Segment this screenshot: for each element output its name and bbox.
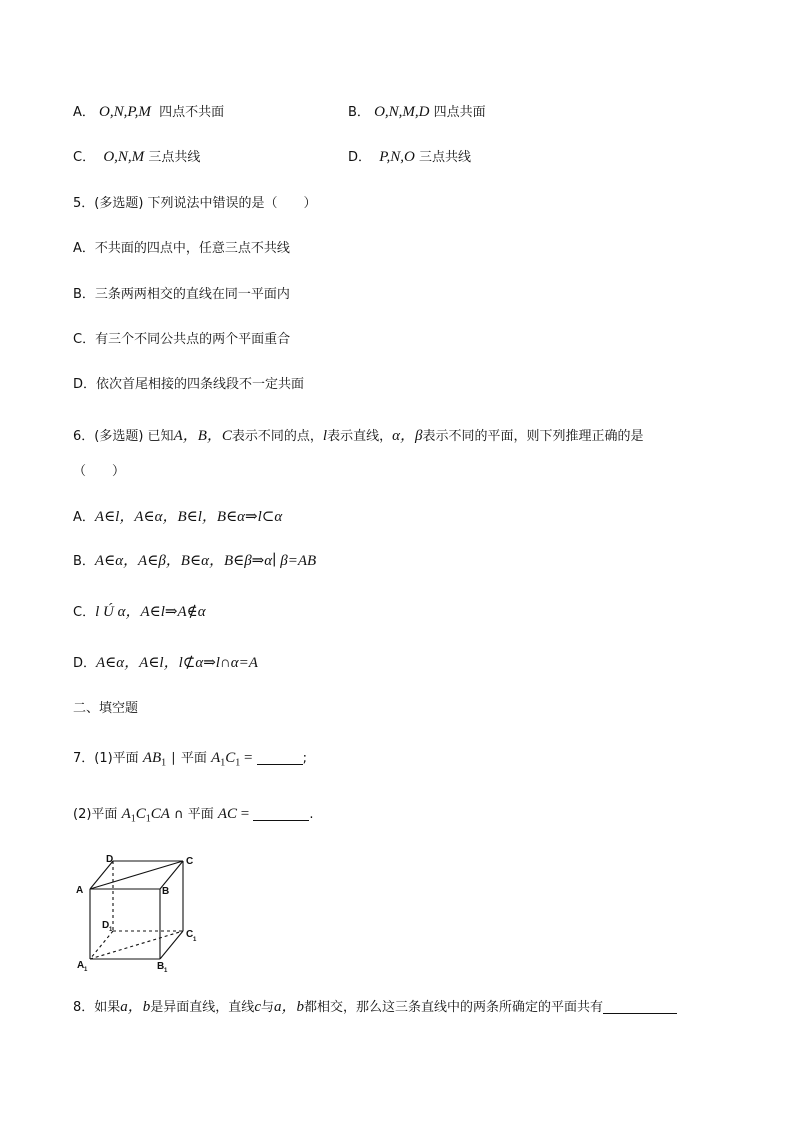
math-expression: O,N,M	[103, 149, 145, 165]
subscript: 1	[220, 757, 226, 769]
q5-option-c: C．有三个不同公共点的两个平面重合	[73, 332, 291, 347]
separator: ∣ 平面	[170, 751, 207, 766]
option-label: A．	[73, 510, 95, 525]
part-prefix: (2)平面	[73, 807, 118, 822]
q6-option-b	[73, 549, 316, 570]
cube-edges	[90, 861, 183, 959]
option-text: 四点不共面	[159, 105, 225, 120]
q6-option-d	[73, 651, 258, 672]
math-line: l	[322, 428, 328, 444]
math-expression: O,N,M,D	[374, 104, 430, 120]
option-label: C．	[73, 150, 96, 165]
option-text: 四点共面	[433, 105, 486, 120]
stem-text: 都相交，那么这三条直线中的两条所确定的平面共有	[304, 1000, 604, 1015]
label-a1-sub: 1	[84, 967, 88, 973]
option-label: B．	[348, 105, 370, 120]
q5-option-d: D．依次首尾相接的四条线段不一定共面	[73, 377, 305, 392]
option-text: 三点共线	[148, 150, 201, 165]
option-label: A．	[73, 105, 95, 120]
stem-prefix: 6．(多选题) 已知	[73, 429, 174, 444]
cube-figure	[73, 852, 213, 974]
end-punct: .	[309, 807, 314, 822]
option-label: C．	[73, 605, 96, 620]
label-a: A	[76, 885, 84, 896]
stem-text: 表示不同的点，	[231, 429, 323, 444]
label-c1-sub: 1	[193, 937, 197, 943]
label-b: B	[162, 886, 170, 897]
stem-prefix: 8．如果	[73, 1000, 121, 1015]
q4-option-d	[348, 146, 471, 166]
math-expression: P,N,O	[379, 149, 415, 165]
plane-name: C	[225, 750, 236, 766]
label-a1: A	[77, 960, 85, 971]
q5-option-a: A．不共面的四点中，任意三点不共线	[73, 241, 290, 256]
q7-part1	[73, 747, 307, 769]
math-expression: A∈α，A∈l，l⊄α⇒l∩α=A	[96, 655, 258, 671]
equals: =	[237, 806, 250, 822]
option-label: B．	[73, 554, 95, 569]
answer-blank[interactable]	[257, 750, 303, 765]
label-b1-sub: 1	[164, 968, 168, 974]
option-label: D．	[73, 656, 97, 671]
plane-name: C	[135, 806, 146, 822]
subscript: 1	[161, 757, 167, 769]
q6-stem	[73, 424, 643, 445]
stem-text: 是异面直线，直线	[150, 1000, 255, 1015]
math-expression: A∈α，A∈β，B∈α，B∈β⇒α∣ β=AB	[94, 553, 317, 569]
plane-name: A	[121, 806, 131, 822]
separator: ∩ 平面	[174, 807, 214, 822]
q8-stem	[73, 995, 677, 1016]
q5-option-b: B．三条两两相交的直线在同一平面内	[73, 287, 290, 302]
math-lines: a，b	[120, 999, 151, 1015]
plane-name: AB	[142, 750, 162, 766]
q6-stem-paren: （ ）	[73, 464, 126, 479]
label-d: D	[106, 854, 114, 865]
label-c1: C	[186, 929, 194, 940]
q6-option-c	[73, 600, 206, 621]
answer-blank[interactable]	[603, 999, 677, 1014]
q4-option-b	[348, 101, 486, 121]
math-expression: A∈l，A∈α，B∈l，B∈α⇒l⊂α	[94, 509, 283, 525]
q4-option-a	[73, 101, 224, 121]
option-label: D．	[348, 150, 372, 165]
label-d1: D	[102, 920, 110, 931]
q6-option-a	[73, 505, 282, 526]
stem-text: 表示不同的平面，则下列推理正确的是	[422, 429, 644, 444]
option-text: 三点共线	[419, 150, 472, 165]
math-expression: O,N,P,M	[99, 104, 151, 120]
section-title: 二、填空题	[73, 701, 139, 716]
equals: =	[240, 750, 253, 766]
plane-name: CA	[150, 806, 170, 822]
math-points: A，B，C	[173, 428, 232, 444]
part-prefix: 7．(1)平面	[73, 751, 139, 766]
label-b1: B	[157, 961, 165, 972]
answer-blank[interactable]	[253, 806, 309, 821]
math-lines: a，b	[274, 999, 305, 1015]
label-c: C	[186, 856, 194, 867]
plane-name: A	[211, 750, 221, 766]
stem-text: 与	[260, 1000, 274, 1015]
subscript: 1	[235, 757, 241, 769]
math-expression: l Ú α，A∈l⇒A∉α	[95, 604, 206, 620]
q7-part2	[73, 803, 314, 825]
label-d1-sub: 1	[109, 927, 113, 933]
stem-text: 表示直线，	[327, 429, 393, 444]
q5-stem: 5．(多选题) 下列说法中错误的是（ ）	[73, 196, 317, 211]
plane-name: AC	[217, 806, 238, 822]
q4-option-c	[73, 146, 200, 166]
end-punct: ;	[302, 751, 308, 766]
subscript: 1	[130, 813, 136, 825]
subscript: 1	[145, 813, 151, 825]
math-planes: α，β	[392, 428, 423, 444]
math-line: c	[254, 999, 261, 1015]
